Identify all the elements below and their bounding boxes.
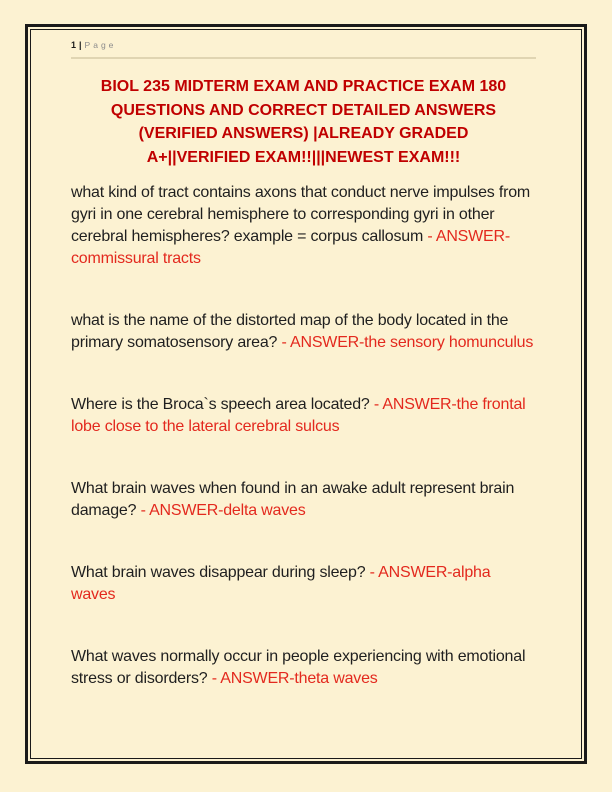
page-content-area xyxy=(30,29,582,759)
page-border-frame xyxy=(25,24,587,764)
answer-text: - ANSWER-the frontal lobe close to the lateral cerebral sulcus xyxy=(71,396,526,435)
qa-paragraph xyxy=(71,478,536,522)
qa-paragraph xyxy=(71,310,536,354)
question-text: what is the name of the distorted map of the body located in the primary somatosensory area? xyxy=(71,312,509,351)
qa-paragraph xyxy=(71,562,536,606)
answer-text: - ANSWER-delta waves xyxy=(140,502,306,519)
page-number: 1 xyxy=(71,40,77,50)
exam-title-line: BIOL 235 MIDTERM EXAM AND PRACTICE EXAM 180 xyxy=(100,78,507,95)
qa-paragraph xyxy=(71,646,536,690)
answer-text: - ANSWER-alpha waves xyxy=(71,564,491,603)
qa-paragraph xyxy=(71,182,536,270)
exam-title-line: QUESTIONS AND CORRECT DETAILED ANSWERS xyxy=(110,101,497,119)
qa-list xyxy=(71,182,536,690)
qa-paragraph xyxy=(71,394,536,438)
page-header xyxy=(71,39,536,59)
answer-text: - ANSWER-the sensory homunculus xyxy=(281,334,534,351)
answer-text: - ANSWER-commissural tracts xyxy=(71,228,511,267)
header-pipe-separator: | xyxy=(79,40,82,50)
question-text: what kind of tract contains axons that conduct nerve impulses from gyri in one cerebral hemisphere to corresponding gyri in other cerebral hemispheres? example = corpus callosum xyxy=(71,184,531,245)
exam-title-line: A+||VERIFIED EXAM!!|||NEWEST EXAM!!! xyxy=(146,148,461,166)
answer-text: - ANSWER-theta waves xyxy=(211,670,378,687)
question-text: What brain waves disappear during sleep? xyxy=(71,564,366,581)
question-text: What waves normally occur in people experiencing with emotional stress or disorders? xyxy=(71,648,526,687)
page-label: Page xyxy=(84,40,117,50)
question-text: What brain waves when found in an awake adult represent brain damage? xyxy=(71,480,515,519)
exam-title-line: (VERIFIED ANSWERS) |ALREADY GRADED xyxy=(138,125,469,142)
exam-title xyxy=(71,75,536,169)
question-text: Where is the Broca`s speech area located? xyxy=(71,396,370,413)
